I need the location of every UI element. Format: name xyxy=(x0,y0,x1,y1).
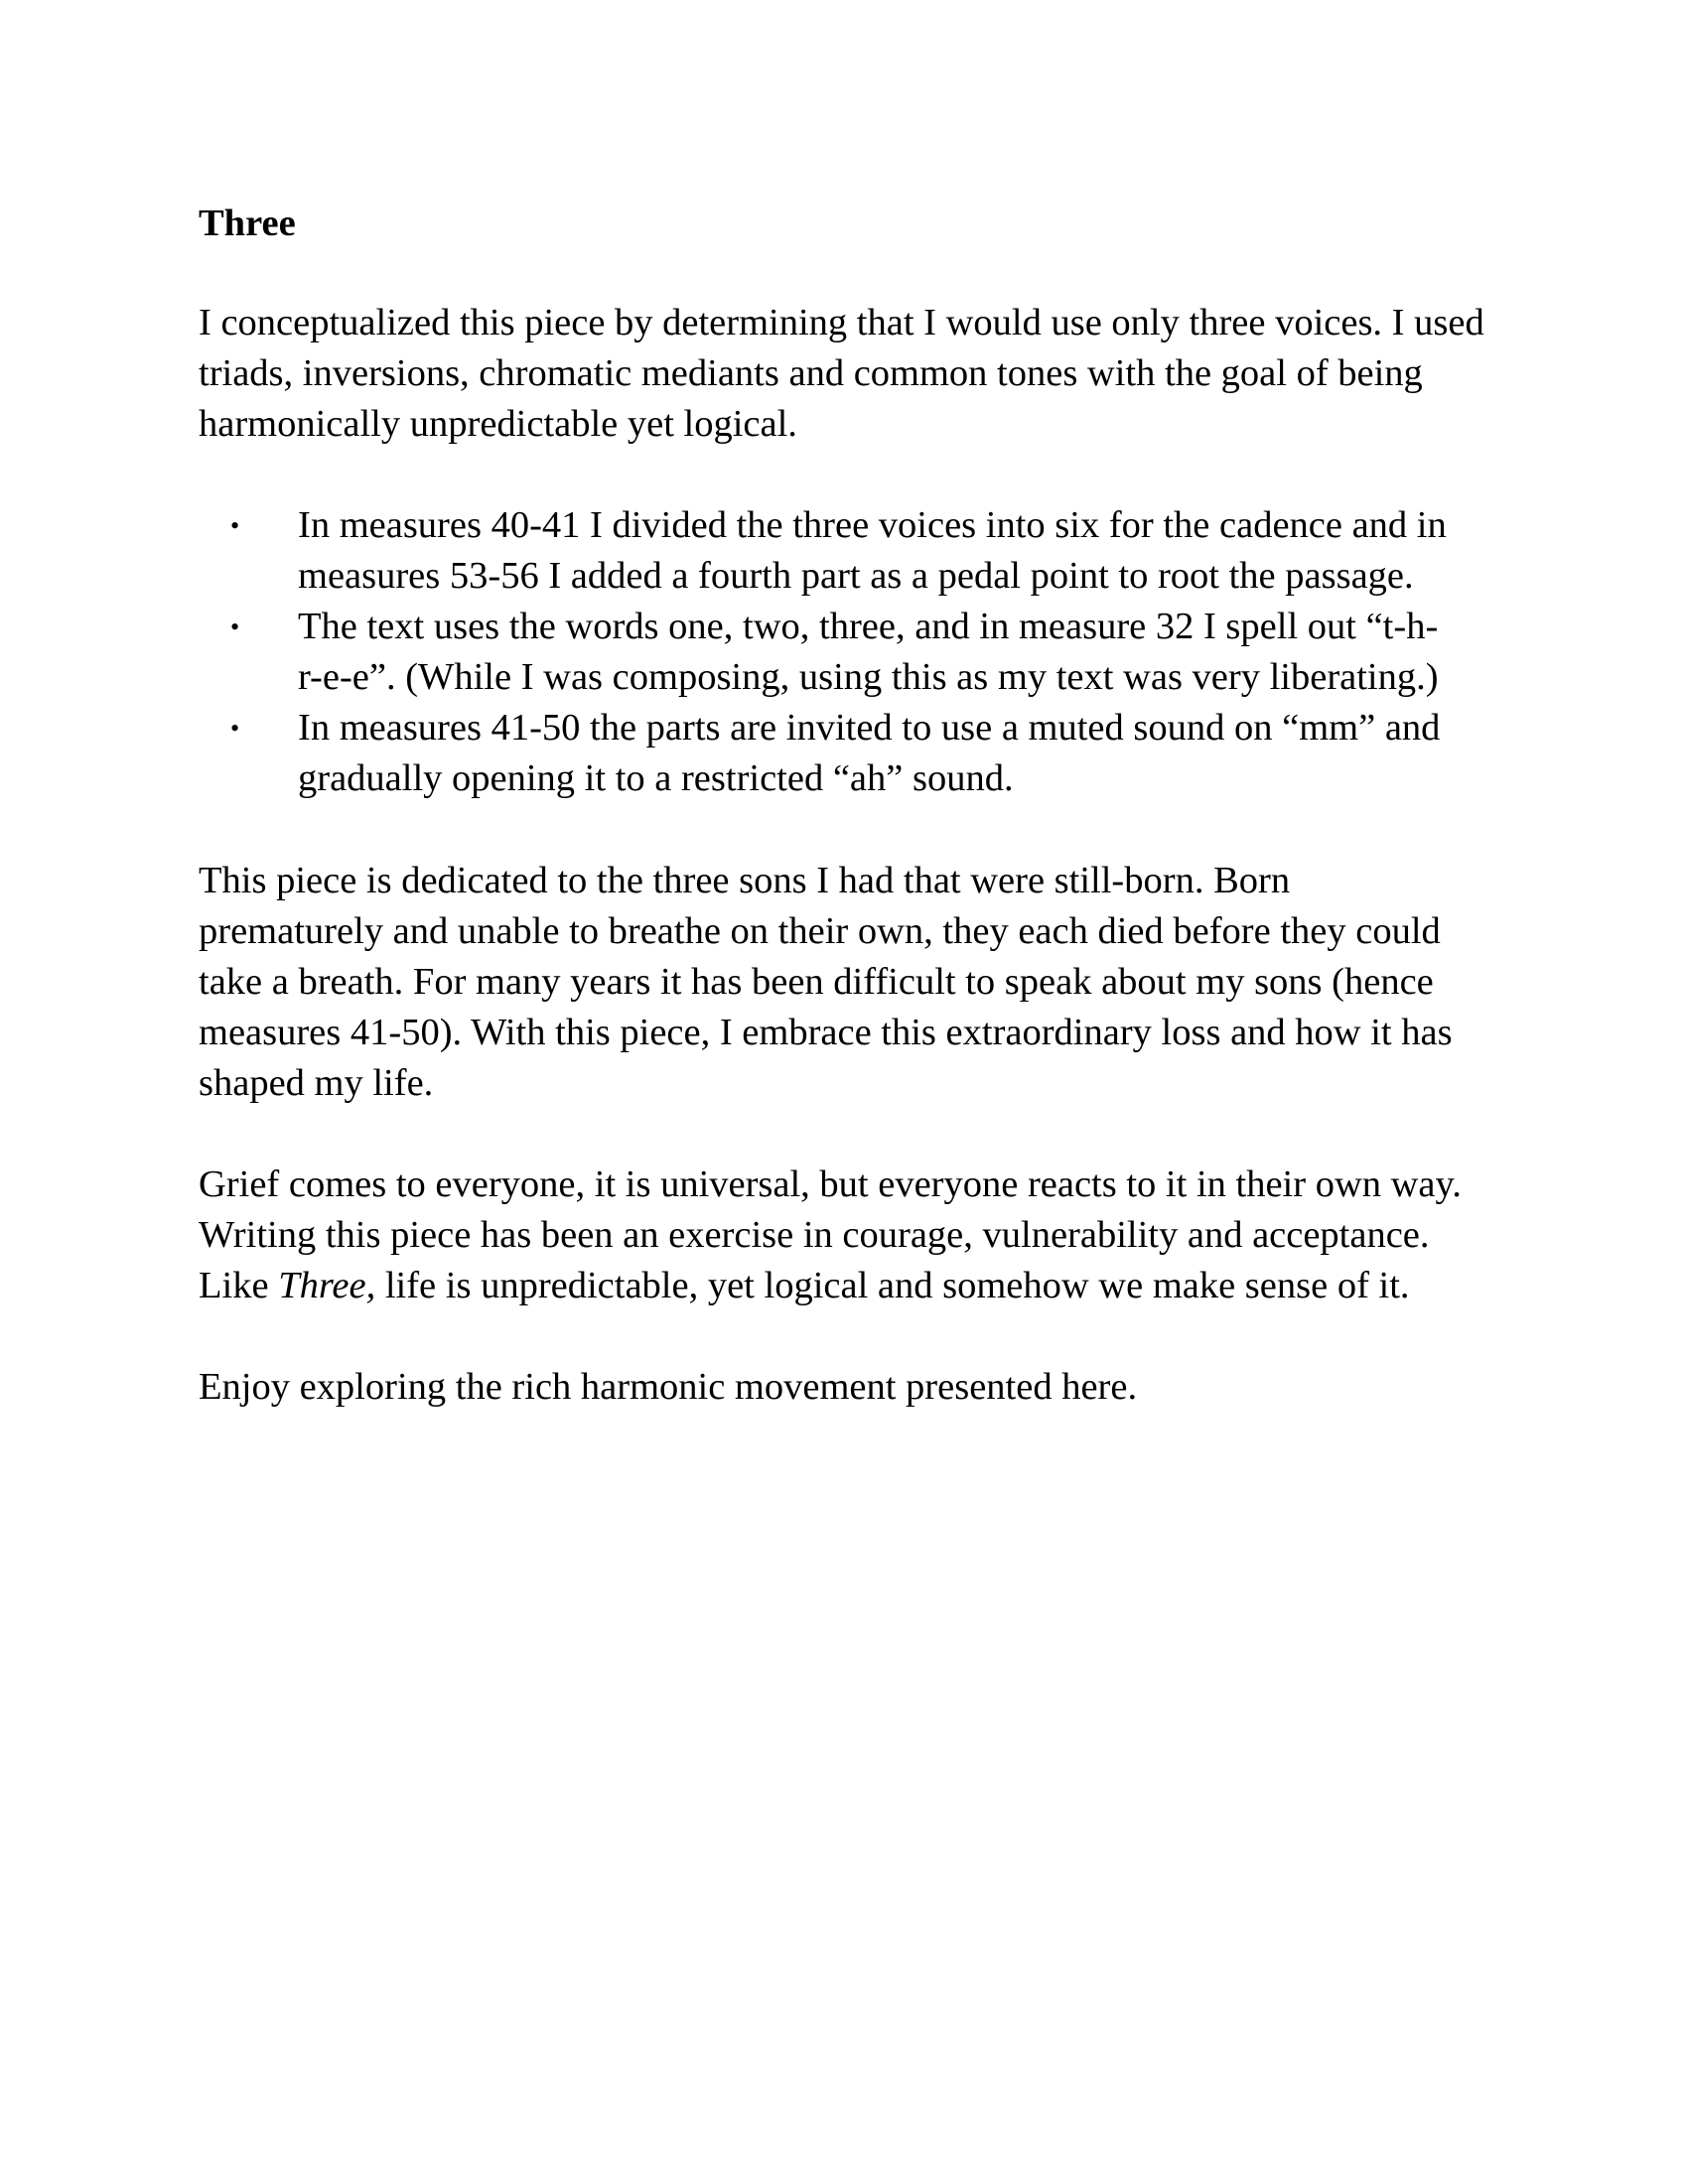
bullet-icon: • xyxy=(230,511,240,540)
list-item-text: In measures 41-50 the parts are invited to use a muted sound on “mm” and gradually opening it to a restricted “ah” sound. xyxy=(298,707,1441,799)
bullet-icon: • xyxy=(230,613,240,641)
list-item xyxy=(199,703,1450,804)
closing-paragraph: Enjoy exploring the rich harmonic movement presented here. xyxy=(199,1366,1138,1408)
document-title: Three xyxy=(199,203,296,244)
document-page xyxy=(199,199,1509,1463)
bullet-icon: • xyxy=(230,714,240,743)
dedication-paragraph: This piece is dedicated to the three sons I had that were still-born. Born prematurely and unable to breathe on their own, they each died before they could take a breath. For many years it has been difficult to speak about my sons (hence measures 41-50). With this piece, I embrace this extraordinary loss and how it has shaped my life. xyxy=(199,860,1453,1104)
list-item xyxy=(199,602,1450,703)
intro-paragraph: I conceptualized this piece by determining that I would use only three voices. I used triads, inversions, chromatic mediants and common tones with the goal of being harmonically unpredictable yet logical. xyxy=(199,302,1484,445)
grief-text-before: Grief comes to everyone, it is universal, but everyone reacts to it in their own way. Writing this piece has been an exercise in courage, vulnerability and acceptance. Like xyxy=(199,1163,1462,1306)
piece-title-italic: Three, xyxy=(278,1265,376,1306)
grief-paragraph xyxy=(199,1160,1499,1311)
list-item-text: In measures 40-41 I divided the three voices into six for the cadence and in measures 53-56 I added a fourth part as a pedal point to root the passage. xyxy=(298,504,1447,597)
list-item-text: The text uses the words one, two, three, and in measure 32 I spell out “t-h-r-e-e”. (While I was composing, using this as my text was very liberating.) xyxy=(298,606,1439,698)
grief-text-after: life is unpredictable, yet logical and somehow we make sense of it. xyxy=(375,1265,1410,1306)
bullet-list xyxy=(199,500,1509,804)
list-item xyxy=(199,500,1450,602)
